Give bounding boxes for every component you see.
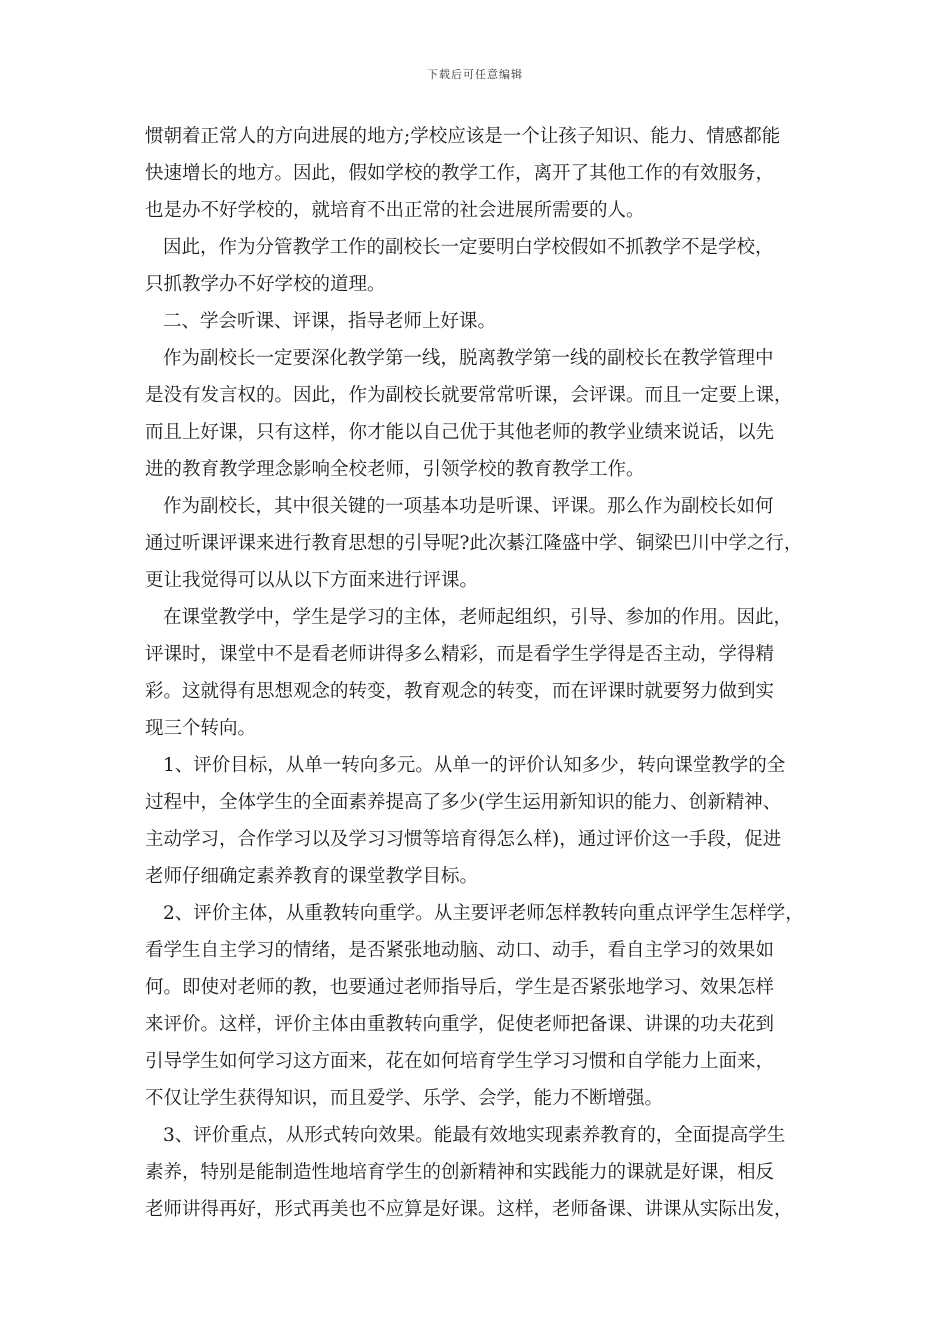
document-body <box>145 118 825 1228</box>
text-line: 评课时，课堂中不是看老师讲得多么精彩，而是看学生学得是否主动，学得精 <box>145 644 775 665</box>
paragraph-start-line: 因此，作为分管教学工作的副校长一定要明白学校假如不抓教学不是学校， <box>163 237 774 258</box>
text-line: 现三个转向。 <box>145 718 257 739</box>
paragraph-start-line: 在课堂教学中，学生是学习的主体，老师起组织，引导、参加的作用。因此， <box>163 607 793 628</box>
text-line: 主动学习，合作学习以及学习习惯等培育得怎么样)，通过评价这一手段，促进 <box>145 829 782 850</box>
text-line: 快速增长的地方。因此，假如学校的教学工作，离开了其他工作的有效服务， <box>145 163 775 184</box>
text-line: 是没有发言权的。因此，作为副校长就要常常听课，会评课。而且一定要上课， <box>145 385 793 406</box>
section-heading: 二、学会听课、评课，指导老师上好课。 <box>163 311 497 332</box>
page-header: 下载后可任意编辑 <box>427 68 523 81</box>
text-line: 过程中，全体学生的全面素养提高了多少(学生运用新知识的能力、创新精神、 <box>145 792 782 813</box>
text-line: 更让我觉得可以从以下方面来进行评课。 <box>145 570 479 591</box>
text-line: 进的教育教学理念影响全校老师，引领学校的教育教学工作。 <box>145 459 645 480</box>
paragraph-start-line: 作为副校长一定要深化教学第一线，脱离教学第一线的副校长在教学管理中 <box>163 348 774 369</box>
text-line: 引导学生如何学习这方面来，花在如何培育学生学习习惯和自学能力上面来， <box>145 1051 775 1072</box>
text-line: 老师仔细确定素养教育的课堂教学目标。 <box>145 866 479 887</box>
text-line: 而且上好课，只有这样，你才能以自己优于其他老师的教学业绩来说话，以先 <box>145 422 775 443</box>
list-item-line: 1、评价目标，从单一转向多元。从单一的评价认知多少，转向课堂教学的全 <box>163 755 786 776</box>
list-item-line: 2、评价主体，从重教转向重学。从主要评老师怎样教转向重点评学生怎样学， <box>163 903 804 924</box>
text-line: 看学生自主学习的情绪，是否紧张地动脑、动口、动手，看自主学习的效果如 <box>145 940 775 961</box>
text-line: 老师讲得再好，形式再美也不应算是好课。这样，老师备课、讲课从实际出发， <box>145 1199 793 1220</box>
paragraph-start-line: 作为副校长，其中很关键的一项基本功是听课、评课。那么作为副校长如何 <box>163 496 774 517</box>
text-line: 素养，特别是能制造性地培育学生的创新精神和实践能力的课就是好课，相反 <box>145 1162 775 1183</box>
text-line: 惯朝着正常人的方向进展的地方;学校应该是一个让孩子知识、能力、情感都能 <box>145 126 781 147</box>
text-line: 通过听课评课来进行教育思想的引导呢?此次綦江隆盛中学、铜梁巴川中学之行， <box>145 533 803 554</box>
text-line: 来评价。这样，评价主体由重教转向重学，促使老师把备课、讲课的功夫花到 <box>145 1014 775 1035</box>
text-line: 也是办不好学校的，就培育不出正常的社会进展所需要的人。 <box>145 200 645 221</box>
text-line: 彩。这就得有思想观念的转变，教育观念的转变，而在评课时就要努力做到实 <box>145 681 775 702</box>
text-line: 只抓教学办不好学校的道理。 <box>145 274 386 295</box>
text-line: 不仅让学生获得知识，而且爱学、乐学、会学，能力不断增强。 <box>145 1088 664 1109</box>
text-line: 何。即使对老师的教，也要通过老师指导后，学生是否紧张地学习、效果怎样 <box>145 977 775 998</box>
list-item-line: 3、评价重点，从形式转向效果。能最有效地实现素养教育的，全面提高学生 <box>163 1125 786 1146</box>
